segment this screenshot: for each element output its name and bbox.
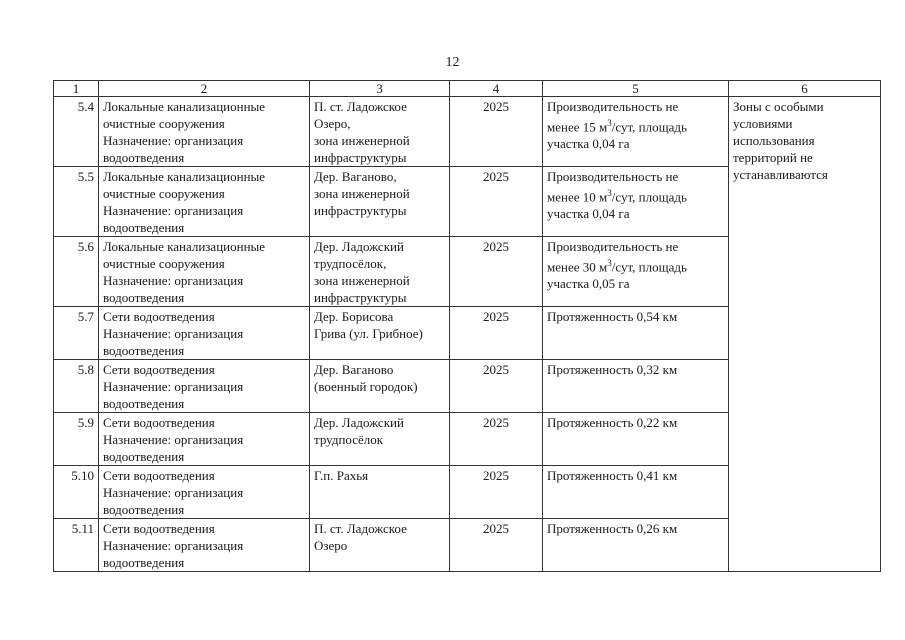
- object-name-line: водоотведения: [103, 343, 185, 358]
- location-line: трудпосёлок: [314, 432, 384, 447]
- object-name-line: водоотведения: [103, 555, 185, 570]
- row-number: 5.6: [54, 237, 99, 307]
- row-number: 5.9: [54, 413, 99, 466]
- table-body: [54, 97, 881, 572]
- specs-line: [547, 255, 724, 275]
- object-name-cell: [99, 413, 310, 466]
- specs-cell: [543, 97, 729, 167]
- specs-line: [547, 275, 724, 292]
- unit-superscript: 3: [607, 118, 612, 128]
- object-name-cell: [99, 466, 310, 519]
- object-name-line: очистные сооружения: [103, 256, 225, 271]
- location-line: Озеро,: [314, 116, 351, 131]
- object-name-line: водоотведения: [103, 150, 185, 165]
- location-line: Озеро: [314, 538, 348, 553]
- object-name-line: Сети водоотведения: [103, 309, 215, 324]
- header-cell-4: 4: [450, 81, 543, 97]
- specs-text: Протяженность 0,32 км: [547, 362, 678, 377]
- specs-cell: [543, 413, 729, 466]
- table-header: [54, 81, 881, 97]
- specs-text: менее 10 м: [547, 189, 608, 205]
- specs-line: [547, 361, 724, 378]
- specs-cell: [543, 466, 729, 519]
- object-name-cell: [99, 97, 310, 167]
- object-name-cell: [99, 360, 310, 413]
- location-line: инфраструктуры: [314, 203, 407, 218]
- specs-line: [547, 414, 724, 431]
- object-name-line: Назначение: организация: [103, 485, 244, 500]
- location-cell: [310, 167, 450, 237]
- specs-line: [547, 520, 724, 537]
- object-name-cell: [99, 307, 310, 360]
- specs-cell: [543, 360, 729, 413]
- location-cell: [310, 307, 450, 360]
- location-cell: [310, 97, 450, 167]
- object-name-line: Сети водоотведения: [103, 415, 215, 430]
- location-line: Дер. Ладожский: [314, 239, 404, 254]
- location-line: инфраструктуры: [314, 290, 407, 305]
- specs-line: [547, 115, 724, 135]
- location-line: трудпосёлок,: [314, 256, 387, 271]
- specs-text: Производительность не: [547, 169, 679, 184]
- year-cell: 2025: [450, 360, 543, 413]
- location-line: зона инженерной: [314, 133, 410, 148]
- object-name-cell: [99, 519, 310, 572]
- zone-note-line: условиями: [733, 116, 793, 131]
- page-number: 12: [445, 55, 460, 70]
- object-name-cell: [99, 237, 310, 307]
- object-name-line: Сети водоотведения: [103, 468, 215, 483]
- specs-cell: [543, 237, 729, 307]
- specs-text: менее 15 м: [547, 119, 608, 135]
- object-name-line: Назначение: организация: [103, 273, 244, 288]
- year-cell: 2025: [450, 466, 543, 519]
- location-line: Г.п. Рахья: [314, 468, 369, 483]
- location-cell: [310, 413, 450, 466]
- object-name-line: Назначение: организация: [103, 538, 244, 553]
- specs-text: /сут, площадь: [611, 189, 687, 205]
- specs-text: /сут, площадь: [611, 119, 687, 135]
- location-line: Дер. Борисова: [314, 309, 394, 324]
- zone-note-line: устанавливаются: [733, 167, 828, 182]
- object-name-line: водоотведения: [103, 449, 185, 464]
- row-number: 5.11: [54, 519, 99, 572]
- specs-cell: [543, 307, 729, 360]
- zone-note-line: территорий не: [733, 150, 813, 165]
- unit-superscript: 3: [607, 188, 612, 198]
- specs-text: Протяженность 0,22 км: [547, 415, 678, 430]
- header-cell-1: 1: [54, 81, 99, 97]
- row-number: 5.5: [54, 167, 99, 237]
- object-name-line: очистные сооружения: [103, 116, 225, 131]
- specs-text: Протяженность 0,41 км: [547, 468, 678, 483]
- object-name-line: очистные сооружения: [103, 186, 225, 201]
- location-line: П. ст. Ладожское: [314, 99, 407, 114]
- year-cell: 2025: [450, 413, 543, 466]
- year-cell: 2025: [450, 97, 543, 167]
- unit-superscript: 3: [607, 258, 612, 268]
- specs-text: участка 0,04 га: [547, 206, 630, 222]
- location-cell: [310, 466, 450, 519]
- year-cell: 2025: [450, 519, 543, 572]
- location-line: Дер. Ладожский: [314, 415, 404, 430]
- object-name-line: Назначение: организация: [103, 432, 244, 447]
- header-cell-2: 2: [99, 81, 310, 97]
- zone-note-cell: [729, 97, 881, 572]
- header-row: [54, 81, 881, 97]
- specs-text: Протяженность 0,54 км: [547, 309, 678, 324]
- object-name-line: Назначение: организация: [103, 203, 244, 218]
- row-number: 5.10: [54, 466, 99, 519]
- specs-line: [547, 98, 724, 115]
- object-name-line: Назначение: организация: [103, 133, 244, 148]
- row-number: 5.4: [54, 97, 99, 167]
- location-line: зона инженерной: [314, 273, 410, 288]
- specs-text: участка 0,05 га: [547, 276, 630, 292]
- specs-cell: [543, 519, 729, 572]
- object-name-cell: [99, 167, 310, 237]
- table-row: [54, 97, 881, 167]
- specs-line: [547, 185, 724, 205]
- object-name-line: Локальные канализационные: [103, 239, 266, 254]
- location-line: Грива (ул. Грибное): [314, 326, 423, 341]
- specs-line: [547, 308, 724, 325]
- specs-text: участка 0,04 га: [547, 136, 630, 152]
- object-name-line: водоотведения: [103, 502, 185, 517]
- object-name-line: водоотведения: [103, 220, 185, 235]
- year-cell: 2025: [450, 237, 543, 307]
- year-cell: 2025: [450, 307, 543, 360]
- location-cell: [310, 237, 450, 307]
- location-cell: [310, 360, 450, 413]
- specs-text: Производительность не: [547, 99, 679, 114]
- object-name-line: Локальные канализационные: [103, 99, 266, 114]
- header-cell-3: 3: [310, 81, 450, 97]
- specs-text: Производительность не: [547, 239, 679, 254]
- specs-cell: [543, 167, 729, 237]
- location-cell: [310, 519, 450, 572]
- header-cell-5: 5: [543, 81, 729, 97]
- row-number: 5.8: [54, 360, 99, 413]
- object-name-line: Сети водоотведения: [103, 362, 215, 377]
- object-name-line: водоотведения: [103, 290, 185, 305]
- specs-text: менее 30 м: [547, 259, 608, 275]
- specs-text: Протяженность 0,26 км: [547, 521, 678, 536]
- object-name-line: Локальные канализационные: [103, 169, 266, 184]
- specs-line: [547, 238, 724, 255]
- specs-text: /сут, площадь: [611, 259, 687, 275]
- row-number: 5.7: [54, 307, 99, 360]
- object-name-line: водоотведения: [103, 396, 185, 411]
- specs-line: [547, 135, 724, 152]
- location-line: П. ст. Ладожское: [314, 521, 407, 536]
- location-line: инфраструктуры: [314, 150, 407, 165]
- specs-line: [547, 168, 724, 185]
- object-name-line: Сети водоотведения: [103, 521, 215, 536]
- location-line: (военный городок): [314, 379, 418, 394]
- location-line: зона инженерной: [314, 186, 410, 201]
- object-name-line: Назначение: организация: [103, 379, 244, 394]
- zone-note-line: использования: [733, 133, 815, 148]
- specs-line: [547, 205, 724, 222]
- object-name-line: Назначение: организация: [103, 326, 244, 341]
- specs-line: [547, 467, 724, 484]
- year-cell: 2025: [450, 167, 543, 237]
- zone-note-line: Зоны с особыми: [733, 99, 824, 114]
- location-line: Дер. Ваганово,: [314, 169, 397, 184]
- header-cell-6: 6: [729, 81, 881, 97]
- location-line: Дер. Ваганово: [314, 362, 394, 377]
- facilities-table: [53, 80, 881, 572]
